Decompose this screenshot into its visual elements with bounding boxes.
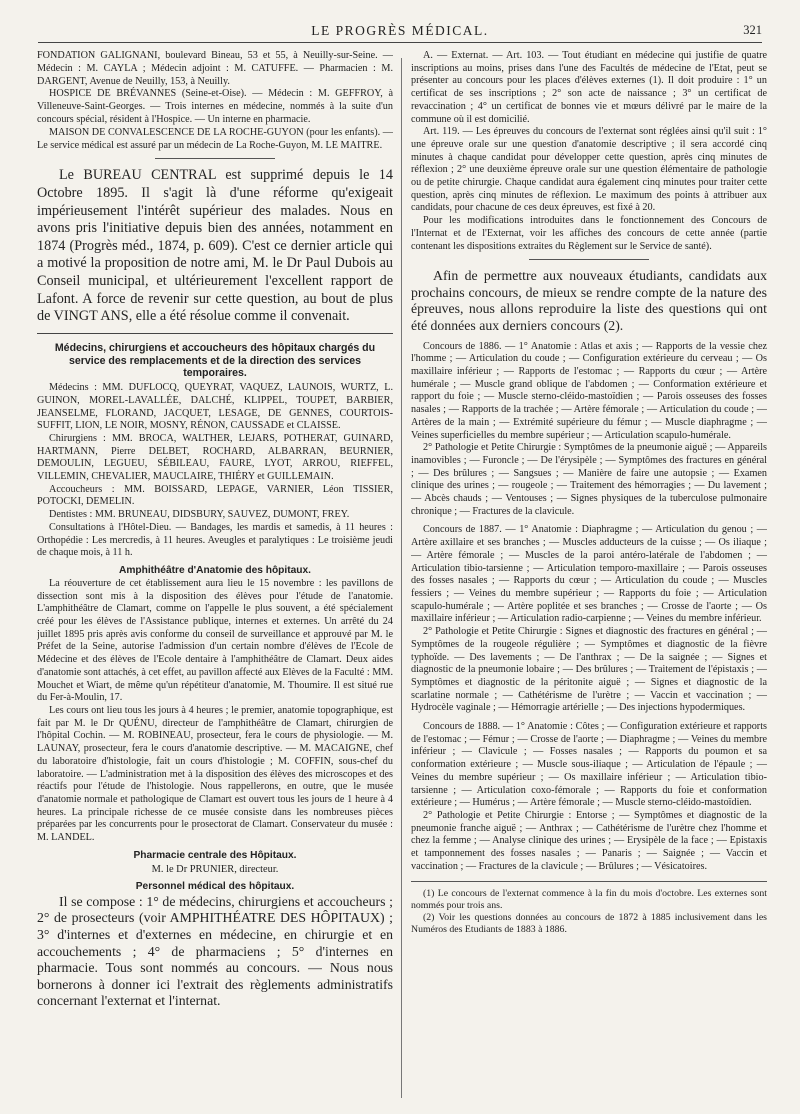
personnel-paragraph: Il se compose : 1° de médecins, chirurgiens et accoucheurs ; 2° de prosecteurs (voir AMPHITHÉATRE DES HÔPITAUX) ; 3° d'internes et d'externes en médecine, en chirurgie et en accouchements ; 4° de pharmaciens ; 5° d'internes en pharmacie. Tous sont nommés au concours. — Nous nous bornerons à donner ici l'extrait des règlements administratifs concernant l'externat et l'internat. — [37, 893, 393, 1009]
section-divider — [37, 333, 393, 334]
consultations-paragraph: Consultations à l'Hôtel-Dieu. — Bandages, les mardis et samedis, à 11 heures : Orthopédie : Les mercredis, à 11 heures. Aveugles et paralytiques : Le troisième jeudi de chaque mois, à 11 h. — [37, 521, 393, 559]
footnote: (1) Le concours de l'externat commence à la fin du mois d'octobre. Les externes sont nommés pour trois ans. — [411, 888, 767, 912]
journal-title: LE PROGRÈS MÉDICAL. — [311, 23, 489, 38]
concours-1886-pathologie: 2° Pathologie et Petite Chirurgie : Symptômes de la pneumonie aiguë ; — Appareils inamovibles ; — Furoncle ; — De l'érysipèle ; — Symptômes des fractures en général ; — Des brûlures ; — Sangsues ; — Manière de faire une autopsie ; — Examen clinique des urines ; — rougeole ; — Traitement des hémorragies ; — Du lavement ; — Abcès chauds ; — Ventouses ; — Signes physiques de la tuberculose pulmonaire chronique ; — Fractures de la clavicule. — [411, 442, 767, 517]
footnote: (2) Voir les questions données au concours de 1872 à 1885 inclusivement dans les Numéros des Etudiants de 1883 à 1886. — [411, 912, 767, 936]
chirurgiens-paragraph: Chirurgiens : MM. BROCA, WALTHER, LEJARS, POTHERAT, GUINARD, HARTMANN, Pierre DELBET, ROCHARD, ALBARRAN, BEURNIER, DEMOULIN, LEGUEU, SÉBILEAU, FAURE, LYOT, ARROU, RIEFFEL, VILLEMIN, CHEVALIER, MAUCLAIRE, THIÉRY et GUILLEMAIN. — [37, 432, 393, 483]
footnote-rule — [411, 881, 767, 882]
accoucheurs-paragraph: Accoucheurs : MM. BOISSARD, LEPAGE, VARNIER, Léon TISSIER, POTOCKI, DEMELIN. — [37, 483, 393, 508]
medecins-heading: Médecins, chirurgiens et accoucheurs des hôpitaux chargés du service des remplacements et de la direction des services temporaires. — [54, 341, 376, 380]
right-column — [411, 50, 767, 1102]
page-header — [38, 22, 762, 43]
personnel-heading: Personnel médical des hôpitaux. — [135, 880, 295, 892]
dentistes-paragraph: Dentistes : MM. BRUNEAU, DIDSBURY, SAUVEZ, DUMONT, FREY. — [49, 509, 350, 521]
intro-paragraph: Afin de permettre aux nouveaux étudiants, candidats aux prochains concours, de mieux se rendre compte de la nature des épreuves, nous allons reproduire la liste des questions qui ont été données aux derniers concours (2). — [411, 268, 767, 334]
externat-paragraph: Art. 119. — Les épreuves du concours de l'externat sont réglées ainsi qu'il suit : 1° une épreuve orale sur une question d'anatomie descriptive ; il sera accordé cinq minutes à chaque candidat pour développer cette question, après cinq minutes de réflexion ; 2° une deuxième épreuve orale sur une question élémentaire de pathologie ou de petite chirurgie. Chaque candidat aura également cinq minutes pour traiter cette question, après cinq minutes de réflexion. Le maximum des points à attribuer aux candidats, pour chacune de ces deux épreuves, est fixé à 20. — [411, 126, 767, 214]
page-number: 321 — [743, 23, 762, 37]
externat-paragraph: A. — Externat. — Art. 103. — Tout étudiant en médecine qui justifie de quatre inscriptions au moins, prises dans l'une des Facultés de médecine de l'Etat, peut se présenter au concours pour les places d'élèves externes (1). Il doit produire : 1° un certificat de ses inscriptions ; 2° son acte de naissance ; 3° un certificat de revaccination ; 4° un certificat de bonnes vie et mœurs délivré par le maire de la commune où il est domicilié. — [411, 50, 767, 125]
service-paragraph: HOSPICE DE BRÉVANNES (Seine-et-Oise). — Médecin : M. GEFFROY, à Villeneuve-Saint-Georges. — Trois internes en médecine, nommés à la suite d'un concours spécial, résident à l'Hospice. — Un interne en pharmacie. — [37, 88, 393, 125]
medecins-paragraph: Médecins : MM. DUFLOCQ, QUEYRAT, VAQUEZ, LAUNOIS, WURTZ, L. GUINON, MOREL-LAVALLÉE, DALCHÉ, KLIPPEL, TOUPET, BARBIER, JEANSELME, FLORAND, JACQUET, LESAGE, DE GENNES, COURTOIS-SUFFIT, LION, LE NOIR, MOSNY, RÉNON, CAUSSADE et CLAISSE. — [37, 382, 393, 432]
service-paragraph: FONDATION GALIGNANI, boulevard Bineau, 53 et 55, à Neuilly-sur-Seine. — Médecin : M. CAYLA ; Médecin adjoint : M. CATUFFE. — Pharmacien : M. DARGENT, Avenue de Neuilly, 153, à Neuilly. — [37, 50, 393, 87]
pharmacie-director: M. le Dr PRUNIER, directeur. — [151, 863, 279, 875]
service-paragraph: MAISON DE CONVALESCENCE DE LA ROCHE-GUYON (pour les enfants). — Le service médical est assuré par un médecin de La Roche-Guyon, M. LE MAITRE. — [37, 126, 393, 151]
concours-1887-pathologie: 2° Pathologie et Petite Chirurgie : Signes et diagnostic des fractures en général ; — Symptômes de la rougeole régulière ; — Symptômes et diagnostic de la fièvre typhoïde. — Des lavements ; — De l'anthrax ; — De la saignée ; — Signes et diagnostic de la pneumonie lobaire ; — Des brûlures ; — Traitement de l'épistaxis ; — Symptômes et diagnostic de la péritonite aiguë ; — Signes et diagnostic de la scarlatine normale ; — Cathétérisme de l'urètre ; — Vaccin et vaccination ; — Hydrocèle vaginale ; — Hémorragie artérielle ; — Des injections hypodermiques. — [411, 626, 767, 714]
concours-1887-anatomie: Concours de 1887. — 1° Anatomie : Diaphragme ; — Articulation du genou ; — Artère axillaire et ses branches ; — Muscles adducteurs de la cuisse ; — Os iliaque ; — Artère fémorale ; — Muscles de la paroi antéro-latérale de l'abdomen ; — Articulation tibio-tarsienne ; — Articulation temporo-maxillaire ; — Parois osseuses des fosses nasales ; — Rapports du cœur ; — Articulation du coude ; — Muscles fessiers ; — Veines du membre supérieur ; — Rapports du foie ; — Articulation scapulo-humérale ; — Artère poplitée et ses branches ; — Crosse de l'aorte ; — Os maxillaire inférieur ; — Articulation radio-carpienne ; — Veines du membre inférieur. — [411, 524, 767, 625]
concours-1888-pathologie: 2° Pathologie et Petite Chirurgie : Entorse ; — Symptômes et diagnostic de la pneumonie franche aiguë ; — Anthrax ; — Cathétérisme de l'urètre chez l'homme et chez la femme ; — Analyse clinique des urines ; — Erysipèle de la face ; — Epistaxis et tamponnement des fosses nasales ; — Panaris ; — Saignée ; — Vaccin et vaccination ; — Fractures de la clavicule ; — Brûlures ; — Vésicatoires. — [411, 809, 767, 872]
section-divider — [529, 259, 649, 260]
bureau-central-notice: Le BUREAU CENTRAL est supprimé depuis le 14 Octobre 1895. Il s'agit là d'une réforme qu'exigeait impérieusement l'intérêt supérieur des malades. Nous en avons pris l'initiative depuis bien des années, notamment en 1874 (Progrès méd., 1874, p. 609). C'est ce dernier article qui a motivé la proposition de notre ami, M. le Dr Paul Dubois au Conseil municipal, et ultérieurement l'excellent rapport de Lafont. A force de revenir sur cette question, au bout de plus de VINGT ANS, elle a été résolue comme il convenait. — [37, 167, 393, 325]
column-divider — [401, 58, 402, 1098]
pharmacie-heading: Pharmacie centrale des Hôpitaux. — [133, 849, 297, 861]
amphitheatre-paragraph: Les cours ont lieu tous les jours à 4 heures ; le premier, anatomie topographique, est fait par M. le Dr QUÉNU, directeur de l'amphithéâtre de Clamart, chirurgien de l'hôpital Cochin. — M. ROBINEAU, prosecteur, fera le cours de physiologie. — M. LAUNAY, prosecteur, fera le cours d'anatomie descriptive. — M. MACAIGNE, chef du laboratoire d'histologie, fait un cours d'histologie ; M. COFFIN, sous-chef du laboratoire. — L'administration met à la disposition des élèves des microscopes et des réactifs pour l'étude de l'histologie. Nous rappellerons, en outre, que le musée d'anatomie normale et pathologique de Clamart est ouvert tous les jours de 1 heure à 4 heures. La principale richesse de ce musée consiste dans les nombreuses pièces préparées par les concurrents pour le prosectorat de Clamart. Conservateur du musée : M. LANDEL. — [37, 704, 393, 844]
concours-1888-anatomie: Concours de 1888. — 1° Anatomie : Côtes ; — Configuration extérieure et rapports de l'estomac ; — Fémur ; — Crosse de l'aorte ; — Diaphragme ; — Veines du membre inférieur ; — Clavicule ; — Fosses nasales ; — Rapports du poumon et sa conformation extérieure ; — Muscle sous-iliaque ; — Articulation de l'épaule ; — Veines du membre supérieur ; — Os maxillaire inférieur ; — Articulation tibio-tarsienne ; — Articulation coxo-fémorale ; — Rapports du foie et conformation extérieure ; — Humérus ; — Artère fémorale ; — Muscle sterno-cléido-mastoïdien. — [411, 721, 767, 809]
concours-1886-anatomie: Concours de 1886. — 1° Anatomie : Atlas et axis ; — Rapports de la vessie chez l'homme ; — Articulation du coude ; — Configuration extérieure du cerveau ; — Os maxillaire inférieur ; — Rapports de l'estomac ; — Rapports du cœur ; — Artère humérale ; — Muscle grand oblique de l'abdomen ; — Conformation extérieure et rapport du foie ; — Muscle sterno-cléido-mastoïdien ; — Parois osseuses des fosses nasales ; — Rapports de la trachée ; — Artère fémorale ; — Articulation du coude ; — Artères de la main ; — Extrémité supérieure du fémur ; — Muscle diaphragme ; — Veines superficielles du membre supérieur ; — Articulation scapulo-humérale. — [411, 340, 767, 441]
externat-paragraph: Pour les modifications introduites dans le fonctionnement des Concours de l'Internat et de l'Externat, voir les affiches des concours de cette année (partie contenant les dispositions extraites du Règlement sur le Service de santé). — [411, 215, 767, 252]
amphitheatre-heading: Amphithéâtre d'Anatomie des hôpitaux. — [118, 564, 312, 576]
amphitheatre-paragraph: La réouverture de cet établissement aura lieu le 15 novembre : les pavillons de dissection sont mis à la disposition des élèves pour l'étude de l'anatomie. L'amphithéâtre de Clamart, comme on l'appelle le plus souvent, a été spécialement créé pour les élèves de l'Assistance publique, internes et externes. Un arrêté du 24 juillet 1895 pris après avis conforme du conseil de surveillance et approuvé par M. le Préfet de la Seine, autorise l'admission d'un certain nombre d'élèves de l'Ecole de Médecine et des élèves de l'Ecole dentaire à l'amphithéâtre de Clamart. Deux aides d'anatomie sont attachés, à cet effet, au pavillon affecté aux Elèves de la Faculté : MM. Mouchet et Wiart, de même qu'un répétiteur d'anatomie, M. Thoumire. Il est situé rue du Fer-à-Moulin, 17. — [37, 577, 393, 704]
left-column — [37, 50, 393, 1102]
section-divider — [155, 158, 275, 159]
